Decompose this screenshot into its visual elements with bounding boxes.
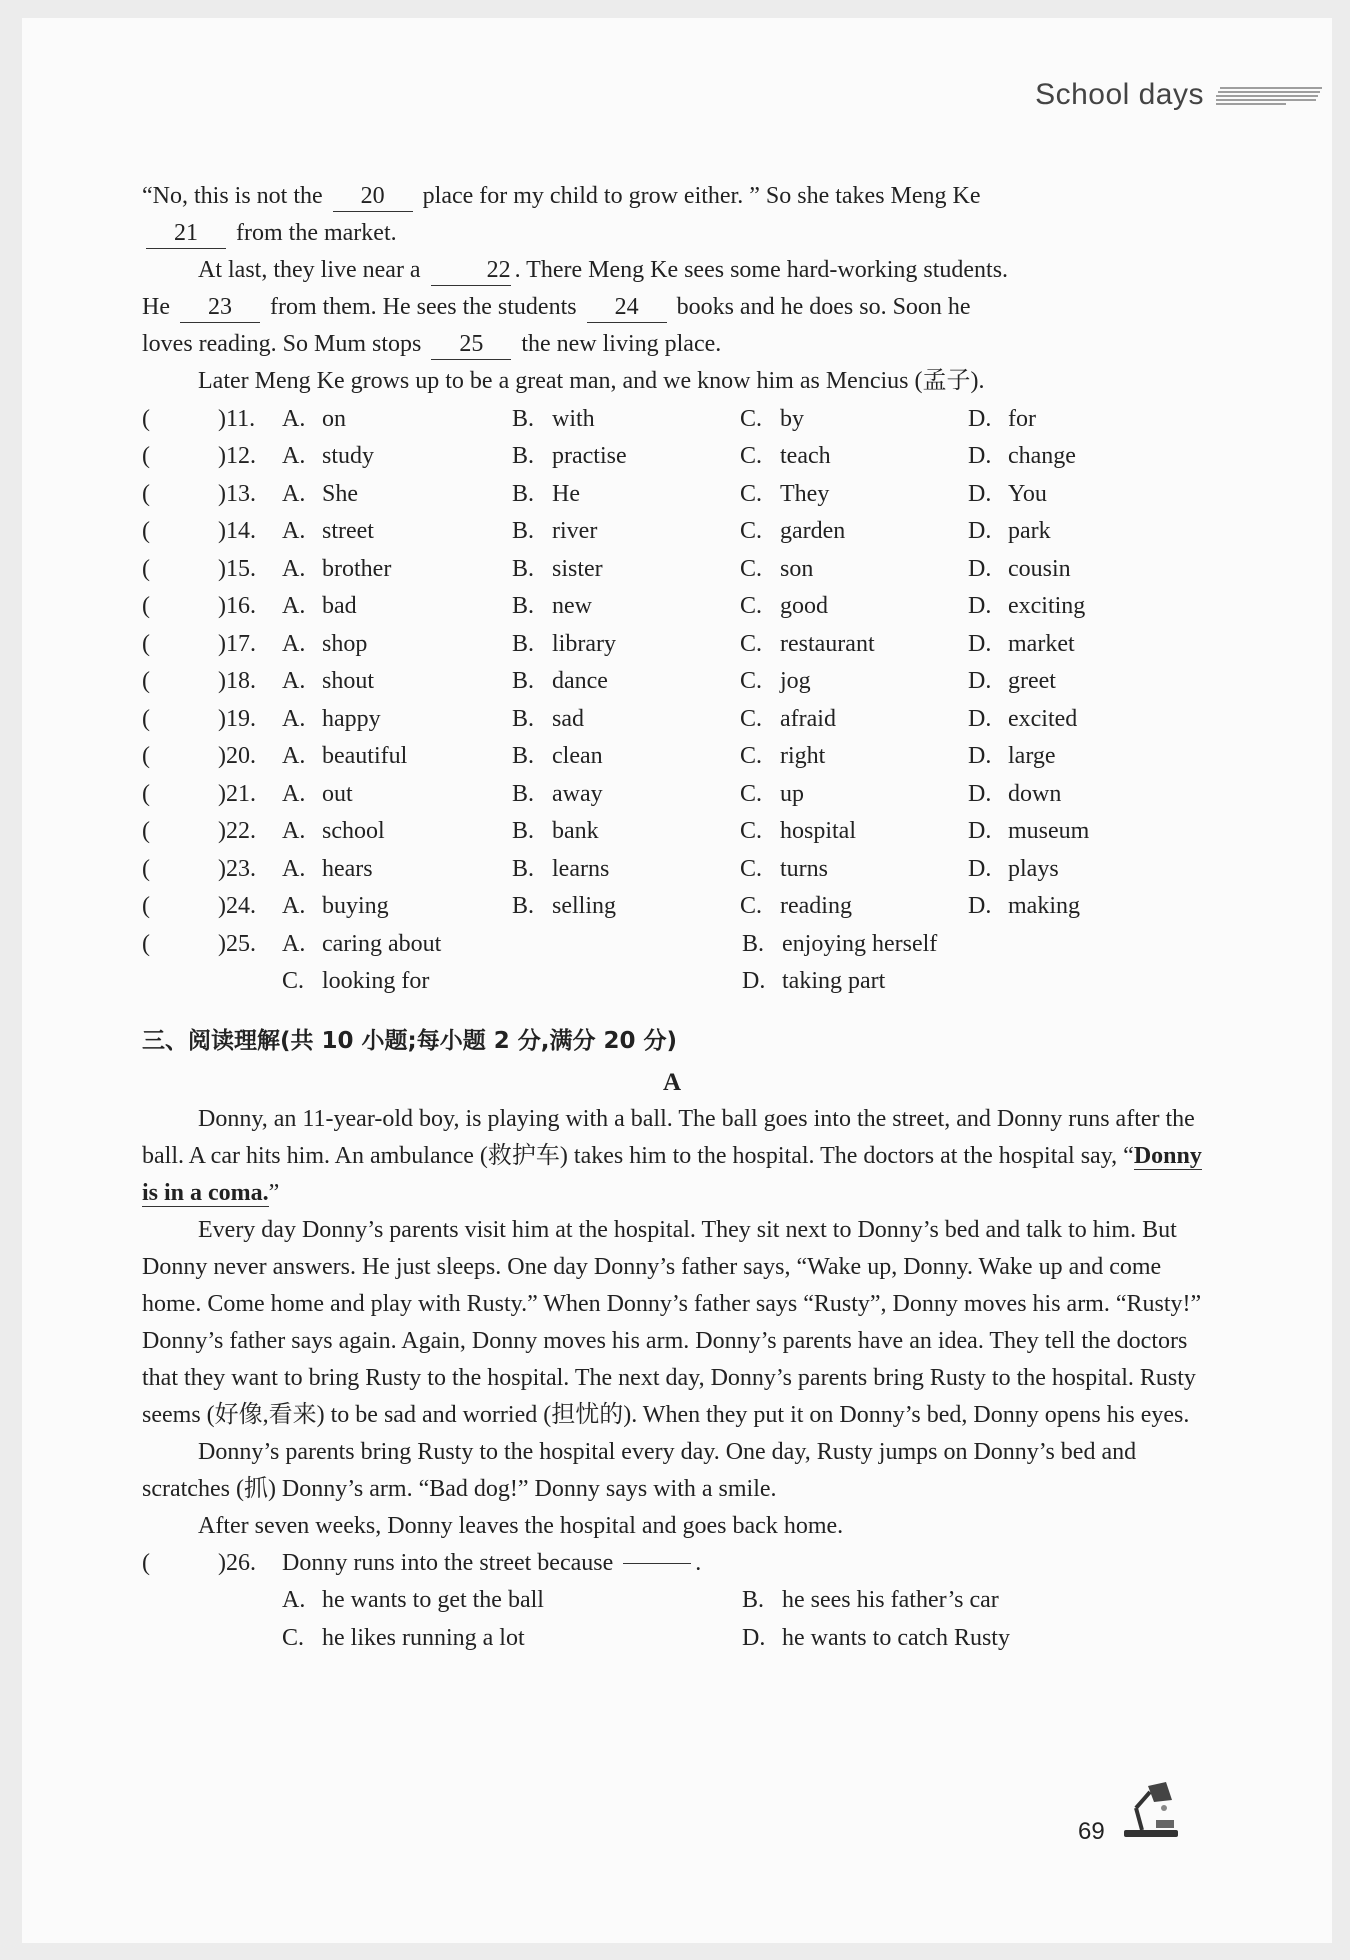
option-c: C. son: [740, 555, 814, 582]
question-number: )24.: [218, 893, 256, 920]
option-c: C. up: [740, 780, 804, 807]
question-number: )18.: [218, 668, 256, 695]
option-c: C. jog: [740, 668, 811, 695]
question-number: )17.: [218, 630, 256, 657]
answer-bracket[interactable]: (: [142, 743, 150, 770]
text-segment: books and he does so. Soon he: [676, 294, 971, 321]
option-c: C. he likes running a lot: [282, 1624, 525, 1651]
option-d: D. for: [968, 405, 1036, 432]
question-number: )26.: [218, 1549, 256, 1576]
answer-blank[interactable]: [623, 1563, 691, 1564]
option-b: B. library: [512, 630, 616, 657]
text-segment: from the market.: [236, 220, 397, 247]
option-d: D. cousin: [968, 555, 1071, 582]
cloze-line: [142, 326, 1202, 363]
option-c: C. good: [740, 593, 828, 620]
page-header: [1035, 78, 1322, 112]
option-b: B. learns: [512, 855, 610, 882]
question-row: [142, 738, 1202, 776]
answer-bracket[interactable]: (: [142, 893, 150, 920]
question-number: )11.: [218, 405, 256, 432]
question-row: [142, 851, 1202, 889]
option-d: D. museum: [968, 818, 1090, 845]
option-b: B. away: [512, 780, 603, 807]
option-b: B. selling: [512, 893, 616, 920]
question-number: )19.: [218, 705, 256, 732]
blank-23: 23: [180, 292, 260, 323]
option-a: A. school: [282, 818, 385, 845]
option-c: C. hospital: [740, 818, 856, 845]
option-d: D. market: [968, 630, 1075, 657]
option-b: B. He: [512, 480, 580, 507]
question-25: [142, 926, 1202, 1001]
option-c: C. afraid: [740, 705, 836, 732]
question-row: [142, 476, 1202, 514]
text-segment: “No, this is not the: [142, 183, 323, 209]
answer-bracket[interactable]: (: [142, 1549, 150, 1576]
answer-bracket[interactable]: (: [142, 668, 150, 695]
answer-bracket[interactable]: (: [142, 555, 150, 582]
option-b: B. sad: [512, 705, 584, 732]
section-title: 三、阅读理解(共 10 小题;每小题 2 分,满分 20 分): [142, 1027, 678, 1054]
option-a: A. study: [282, 443, 375, 470]
option-b: B. enjoying herself: [742, 930, 938, 957]
text-segment: loves reading. So Mum stops: [142, 331, 422, 358]
question-row: [142, 663, 1202, 701]
option-c: C. restaurant: [740, 630, 875, 657]
cloze-line: [142, 178, 1202, 215]
header-lines-decoration: [1216, 84, 1322, 106]
question-number: )14.: [218, 518, 256, 545]
option-d: D. plays: [968, 855, 1059, 882]
option-a: A. beautiful: [282, 743, 408, 770]
cloze-line: [142, 252, 1202, 289]
header-title: School days: [1035, 78, 1204, 111]
option-a: A. caring about: [282, 930, 442, 957]
option-d: D. large: [968, 743, 1056, 770]
question-row: [142, 551, 1202, 589]
option-c: C. reading: [740, 893, 852, 920]
blank-21: 21: [146, 218, 226, 249]
option-a: A. buying: [282, 893, 389, 920]
cloze-line: Later Meng Ke grows up to be a great man, and we know him as Mencius (孟子).: [198, 368, 985, 395]
underlined-phrase: Donny is in a coma.: [142, 1142, 1202, 1206]
answer-bracket[interactable]: (: [142, 705, 150, 732]
answer-bracket[interactable]: (: [142, 593, 150, 620]
question-row: [142, 926, 1202, 964]
paragraph: After seven weeks, Donny leaves the hospital and goes back home.: [198, 1512, 844, 1539]
worksheet-content: [142, 178, 1202, 1657]
option-a: A. he wants to get the ball: [282, 1587, 544, 1614]
blank-22: 22: [431, 255, 511, 286]
question-stem: Donny runs into the street because: [282, 1549, 614, 1576]
answer-bracket[interactable]: (: [142, 780, 150, 807]
text-segment: . There Meng Ke sees some hard-working students.: [514, 257, 1009, 284]
option-b: B. river: [512, 518, 598, 545]
option-d: D. he wants to catch Rusty: [742, 1624, 1010, 1651]
question-number: )15.: [218, 555, 256, 582]
question-row: [142, 401, 1202, 439]
answer-bracket[interactable]: (: [142, 930, 150, 957]
option-b: B. he sees his father’s car: [742, 1587, 999, 1614]
question-row: ( )26. Donny runs into the street because .: [142, 1545, 1202, 1583]
answer-bracket[interactable]: (: [142, 818, 150, 845]
cloze-line: [142, 289, 1202, 326]
question-number: )16.: [218, 593, 256, 620]
question-row: [142, 963, 1202, 1001]
blank-24: 24: [587, 292, 667, 323]
option-a: A. happy: [282, 705, 381, 732]
option-d: D. excited: [968, 705, 1078, 732]
text-segment: At last, they live near a: [198, 257, 421, 284]
answer-bracket[interactable]: (: [142, 480, 150, 507]
question-row: [142, 1620, 1202, 1658]
option-d: D. park: [968, 518, 1051, 545]
option-a: A. shop: [282, 630, 368, 657]
text-segment: the new living place.: [521, 331, 722, 358]
option-c: C. right: [740, 743, 826, 770]
option-a: A. out: [282, 780, 353, 807]
option-d: D. making: [968, 893, 1080, 920]
text-segment: He: [142, 294, 170, 321]
question-number: )25.: [218, 930, 256, 957]
question-row: [142, 513, 1202, 551]
option-d: D. taking part: [742, 968, 886, 995]
page-number: 69: [1078, 1818, 1105, 1845]
option-b: B. clean: [512, 743, 603, 770]
option-a: A. street: [282, 518, 374, 545]
question-row: [142, 1582, 1202, 1620]
option-d: D. You: [968, 480, 1047, 507]
cloze-passage: [142, 178, 1202, 401]
blank-20: 20: [333, 181, 413, 212]
option-b: B. practise: [512, 443, 627, 470]
reading-passage: [142, 1101, 1202, 1545]
question-number: )20.: [218, 743, 256, 770]
paragraph: Donny’s parents bring Rusty to the hospital every day. One day, Rusty jumps on Donny’s bed and scratches (抓) Donny’s arm. “Bad dog!” Donny says with a smile.: [142, 1438, 1137, 1502]
option-c: C. by: [740, 405, 804, 432]
question-number: )13.: [218, 480, 256, 507]
option-d: D. down: [968, 780, 1062, 807]
question-26: [142, 1545, 1202, 1658]
option-a: A. on: [282, 405, 346, 432]
question-row: [142, 588, 1202, 626]
question-row: [142, 438, 1202, 476]
option-b: B. new: [512, 593, 592, 620]
question-list: [142, 401, 1202, 926]
option-a: A. shout: [282, 668, 375, 695]
option-b: B. sister: [512, 555, 603, 582]
option-c: C. looking for: [282, 968, 430, 995]
question-row: [142, 888, 1202, 926]
option-a: A. bad: [282, 593, 357, 620]
answer-bracket[interactable]: (: [142, 443, 150, 470]
text-segment: place for my child to grow either. ” So she takes Meng Ke: [422, 183, 981, 209]
option-d: D. greet: [968, 668, 1056, 695]
answer-bracket[interactable]: (: [142, 630, 150, 657]
answer-bracket[interactable]: (: [142, 518, 150, 545]
question-number: )12.: [218, 443, 256, 470]
text-segment: from them. He sees the students: [269, 294, 577, 321]
question-number: )23.: [218, 855, 256, 882]
passage-label: A: [662, 1068, 682, 1096]
option-c: C. They: [740, 480, 830, 507]
desk-lamp-icon: [1120, 1778, 1182, 1840]
paragraph: Donny, an 11-year-old boy, is playing with a ball. The ball goes into the street, and Donny runs after the ball. A car hits him. An ambulance (救护车) takes him to the hospital. The doctors at the hospital say, “Donny is in a coma.”: [142, 1105, 1202, 1206]
option-a: A. hears: [282, 855, 373, 882]
option-a: A. She: [282, 480, 358, 507]
question-row: [142, 701, 1202, 739]
option-c: C. garden: [740, 518, 846, 545]
option-b: B. with: [512, 405, 595, 432]
option-d: D. change: [968, 443, 1076, 470]
option-c: C. turns: [740, 855, 828, 882]
blank-25: 25: [431, 329, 511, 360]
question-row: [142, 813, 1202, 851]
answer-bracket[interactable]: (: [142, 855, 150, 882]
question-row: [142, 626, 1202, 664]
question-row: [142, 776, 1202, 814]
option-c: C. teach: [740, 443, 831, 470]
option-b: B. bank: [512, 818, 599, 845]
option-d: D. exciting: [968, 593, 1086, 620]
question-number: )22.: [218, 818, 256, 845]
question-number: )21.: [218, 780, 256, 807]
option-b: B. dance: [512, 668, 608, 695]
answer-bracket[interactable]: (: [142, 405, 150, 432]
cloze-line: [142, 215, 1202, 252]
option-a: A. brother: [282, 555, 392, 582]
paragraph: Every day Donny’s parents visit him at the hospital. They sit next to Donny’s bed and talk to him. But Donny never answers. He just sleeps. One day Donny’s father says, “Wake up, Donny. Wake up and come home. Come home and play with Rusty.” When Donny’s father says “Rusty”, Donny moves his arm. “Rusty!” Donny’s father says again. Again, Donny moves his arm. Donny’s parents have an idea. They tell the doctors that they want to bring Rusty to the hospital. The next day, Donny’s parents bring Rusty to the hospital. Rusty seems (好像,看来) to be sad and worried (担忧的). When they put it on Donny’s bed, Donny opens his eyes.: [142, 1216, 1202, 1428]
